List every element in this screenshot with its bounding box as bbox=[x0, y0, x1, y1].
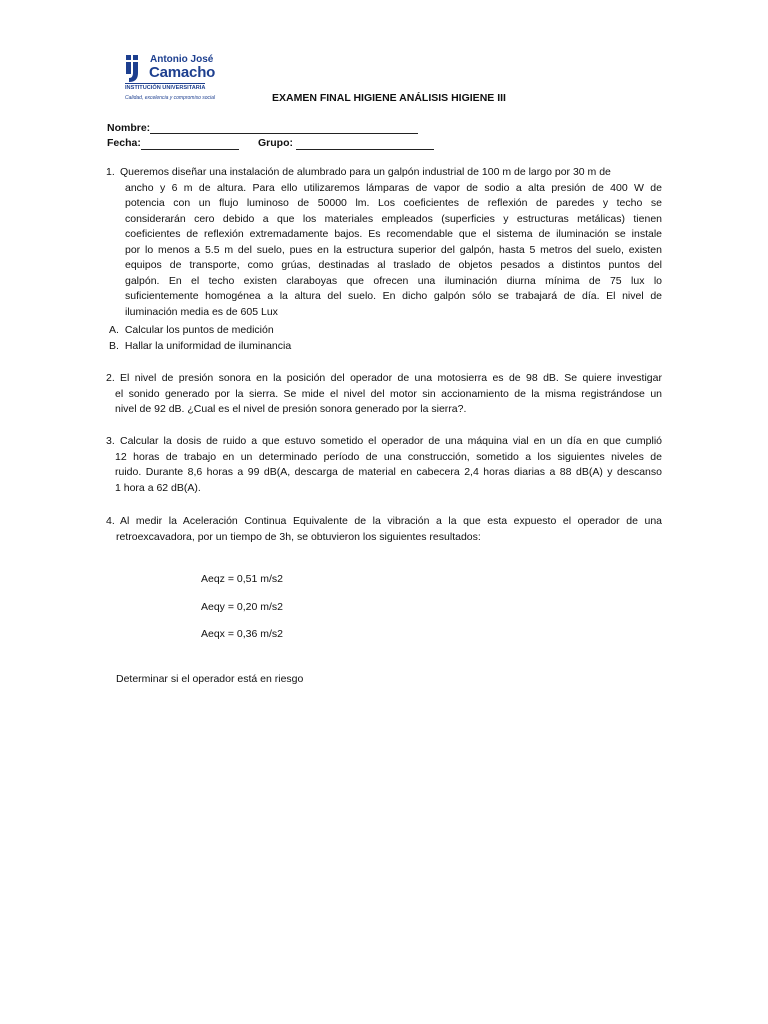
question-1-line: considerarán cero debido a que los materiales empleados (superficies y estructuras metálicas) tienen bbox=[125, 212, 662, 225]
fecha-field[interactable] bbox=[141, 149, 239, 150]
logo-line-1: Antonio José bbox=[150, 54, 214, 65]
logo-line-2: Camacho bbox=[149, 64, 216, 81]
exam-title: EXAMEN FINAL HIGIENE ANÁLISIS HIGIENE III bbox=[272, 92, 506, 104]
equation-aeqz: Aeqz = 0,51 m/s2 bbox=[201, 573, 284, 585]
subitem-letter: B. bbox=[109, 340, 119, 352]
question-1-line: suficientemente homogénea a la altura del suelo. En dicho galpón sólo se trabajará de día. El nivel de bbox=[125, 290, 662, 302]
logo-line-3: INSTITUCIÓN UNIVERSITARIA bbox=[125, 85, 206, 91]
question-3 bbox=[106, 434, 662, 496]
question-number: 2. bbox=[106, 372, 115, 384]
question-number: 4. bbox=[106, 515, 115, 527]
institution-logo bbox=[125, 52, 235, 107]
nombre-field[interactable] bbox=[150, 133, 418, 134]
question-3-line: 1 hora a 62 dB(A). bbox=[115, 481, 201, 494]
question-3-line: ruido. Durante 8,6 horas a 99 dB(A, descarga de material en cabecera 2,4 horas diarias a 88 dB(A) y descanso bbox=[115, 466, 662, 478]
question-1-line: por lo menos a 5.5 m del suelo, pues en la estructura superior del galpón, hasta 5 metros del suelo, existen bbox=[125, 243, 662, 256]
nombre-label: Nombre: bbox=[107, 122, 151, 134]
equation-aeqx: Aeqx = 0,36 m/s2 bbox=[201, 628, 284, 640]
question-4-line: Al medir la Aceleración Continua Equivalente de la vibración a la que esta expuesto el operador de una bbox=[120, 515, 662, 527]
question-1-line: coeficientes de reflexión extremadamente bajos. Es recomendable que el sistema de iluminación se instale bbox=[125, 228, 662, 240]
question-1-line-1: Queremos diseñar una instalación de alumbrado para un galpón industrial de 100 m de largo por 30 m de bbox=[120, 166, 611, 178]
question-3-line: 12 horas de trabajo en un determinado período de una construcción, sometido a los siguientes niveles de bbox=[115, 450, 662, 463]
question-number: 3. bbox=[106, 435, 115, 447]
question-2 bbox=[106, 371, 662, 418]
question-1-line: equipos de transporte, como grúas, destinadas al traslado de objetos pesados a distintos puntos del bbox=[125, 259, 662, 271]
question-1-line: potencia con un flujo luminoso de 50000 lm. Los coeficientes de reflexión de paredes y techo se bbox=[125, 197, 662, 209]
question-4 bbox=[106, 514, 662, 545]
question-1-line: iluminación media es de 605 Lux bbox=[125, 305, 278, 318]
grupo-label: Grupo: bbox=[258, 137, 293, 149]
question-1-body bbox=[125, 181, 662, 321]
question-4-line: retroexcavadora, por un tiempo de 3h, se obtuvieron los siguientes resultados: bbox=[116, 530, 481, 543]
equation-aeqy: Aeqy = 0,20 m/s2 bbox=[201, 601, 284, 613]
subitem-text: Calcular los puntos de medición bbox=[124, 324, 274, 336]
question-2-line: el sonido generado por la sierra. Se mide el nivel del motor sin accionamiento de la misma registrándose un bbox=[115, 387, 662, 400]
question-1-subitem-a bbox=[109, 324, 274, 336]
fecha-label: Fecha: bbox=[107, 137, 141, 149]
logo-mark-icon bbox=[125, 55, 147, 83]
logo-tagline: Calidad, excelencia y compromiso social bbox=[125, 95, 216, 101]
question-2-line: El nivel de presión sonora en la posición del operador de una motosierra es de 98 dB. Se quiere investigar bbox=[120, 372, 662, 384]
subitem-text: Hallar la uniformidad de iluminancia bbox=[124, 340, 292, 352]
question-2-line: nivel de 92 dB. ¿Cual es el nivel de presión sonora generado por la sierra?. bbox=[115, 403, 467, 415]
question-3-line: Calcular la dosis de ruido a que estuvo sometido el operador de una máquina vial en un día en que cumplió bbox=[120, 435, 662, 447]
question-1-subitem-b bbox=[109, 340, 291, 352]
question-1-line: galpón. En el techo existen claraboyas que ofrecen una iluminación diurna mínima de 75 lux lo bbox=[125, 274, 662, 287]
question-1 bbox=[106, 165, 662, 181]
question-number: 1. bbox=[106, 166, 115, 178]
grupo-field[interactable] bbox=[296, 149, 434, 150]
question-1-line: ancho y 6 m de altura. Para ello utilizaremos lámparas de vapor de sodio a alta presión de 400 W de bbox=[125, 181, 662, 194]
subitem-letter: A. bbox=[109, 324, 119, 336]
question-4-conclusion: Determinar si el operador está en riesgo bbox=[116, 673, 304, 685]
